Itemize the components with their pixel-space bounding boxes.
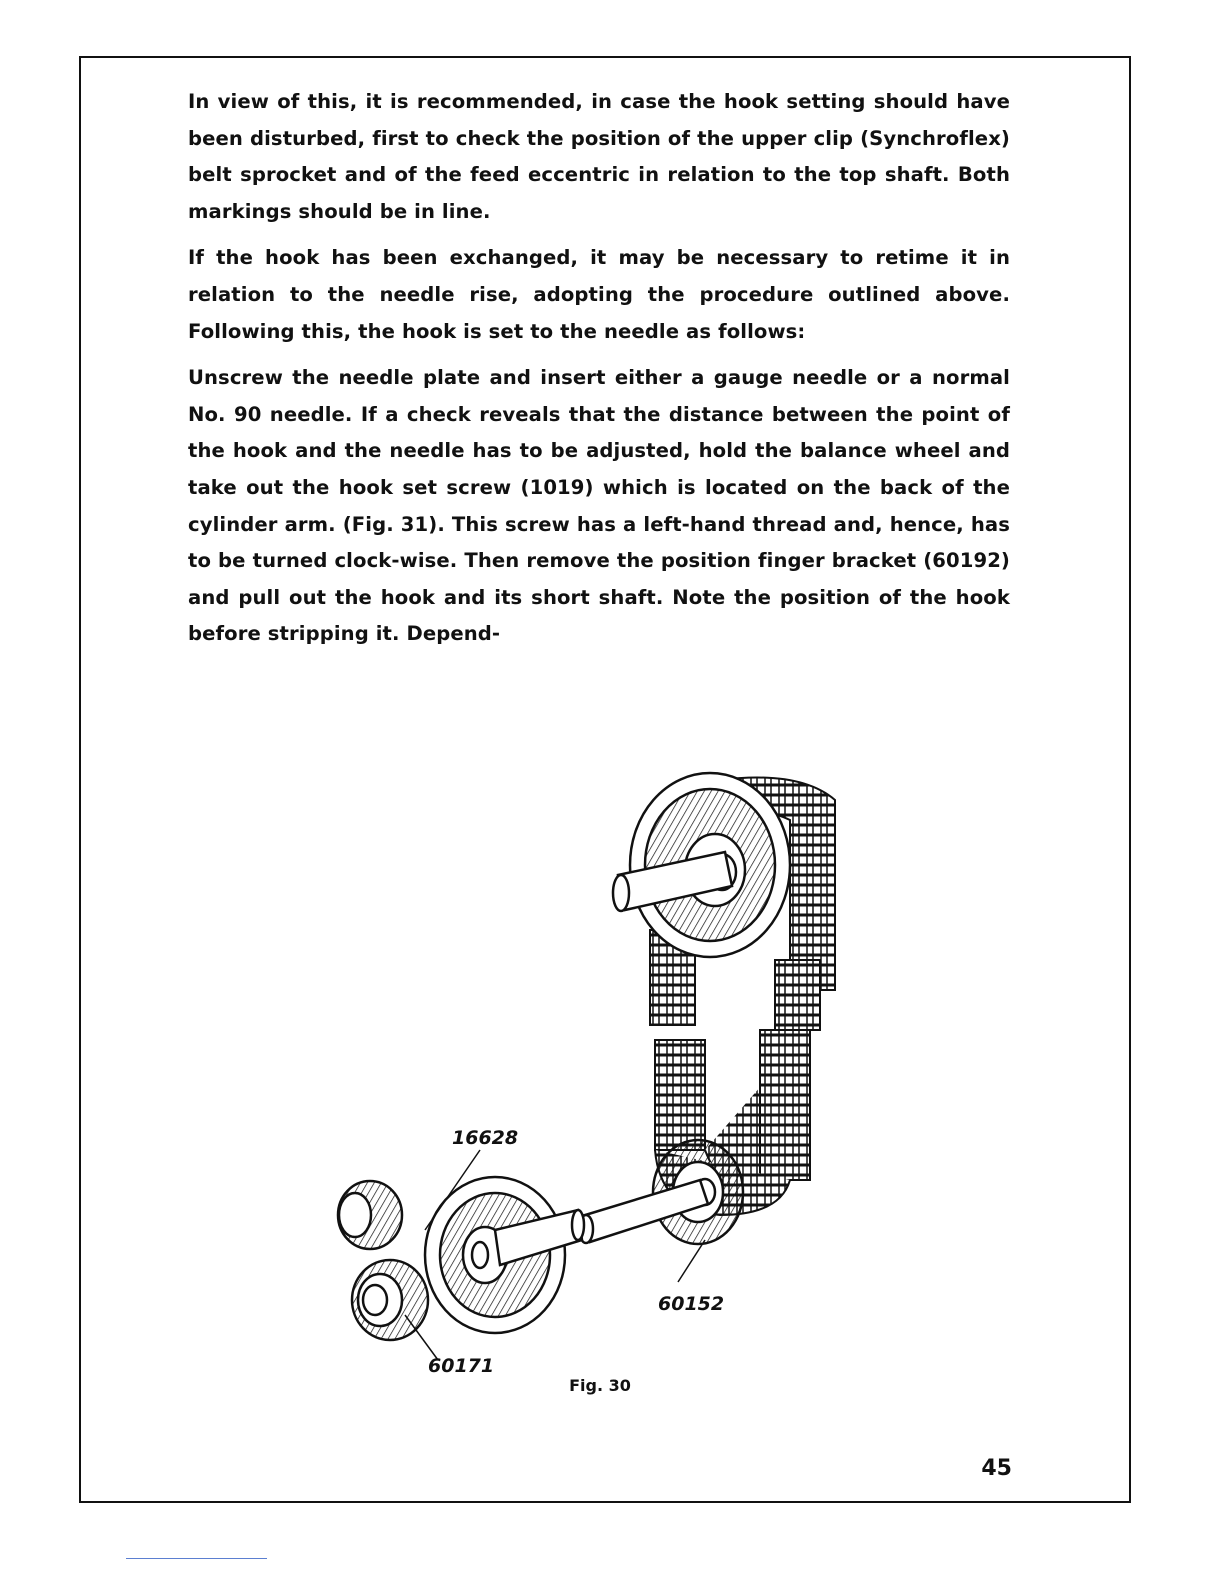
label-16628: 16628 [452, 1127, 519, 1149]
page-number: 45 [981, 1456, 1012, 1481]
hook-assembly [338, 1177, 584, 1340]
body-text [188, 84, 1010, 663]
hook-drive-drawing [320, 760, 880, 1410]
figure-caption: Fig. 30 [569, 1376, 631, 1395]
paragraph-2: If the hook has been exchanged, it may be necessary to retime it in relation to the needle rise, adopting the procedure outlined above. Following this, the hook is set to the needle as follows: [188, 246, 1010, 343]
footnote-rule [126, 1558, 267, 1559]
label-60152: 60152 [658, 1293, 725, 1315]
paragraph-1: In view of this, it is recommended, in case the hook setting should have been disturbed, first to check the position of the upper clip (Synchroflex) belt sprocket and of the feed eccentric in relation to the top shaft. Both markings should be in line. [188, 90, 1010, 223]
paragraph-3: Unscrew the needle plate and insert either a gauge needle or a normal No. 90 needle. If a check reveals that the distance between the point of the hook and the needle has to be adjusted, hold the balance wheel and take out the hook set screw (1019) which is located on the back of the cylinder arm. (Fig. 31). This screw has a left-hand thread and, hence, has to be turned clock-wise. Then remove the position finger bracket (60192) and pull out the hook and its short shaft. Note the position of the hook before stripping it. Depend- [188, 366, 1010, 646]
label-60171: 60171 [428, 1355, 495, 1377]
figure-30-illustration [320, 760, 880, 1410]
